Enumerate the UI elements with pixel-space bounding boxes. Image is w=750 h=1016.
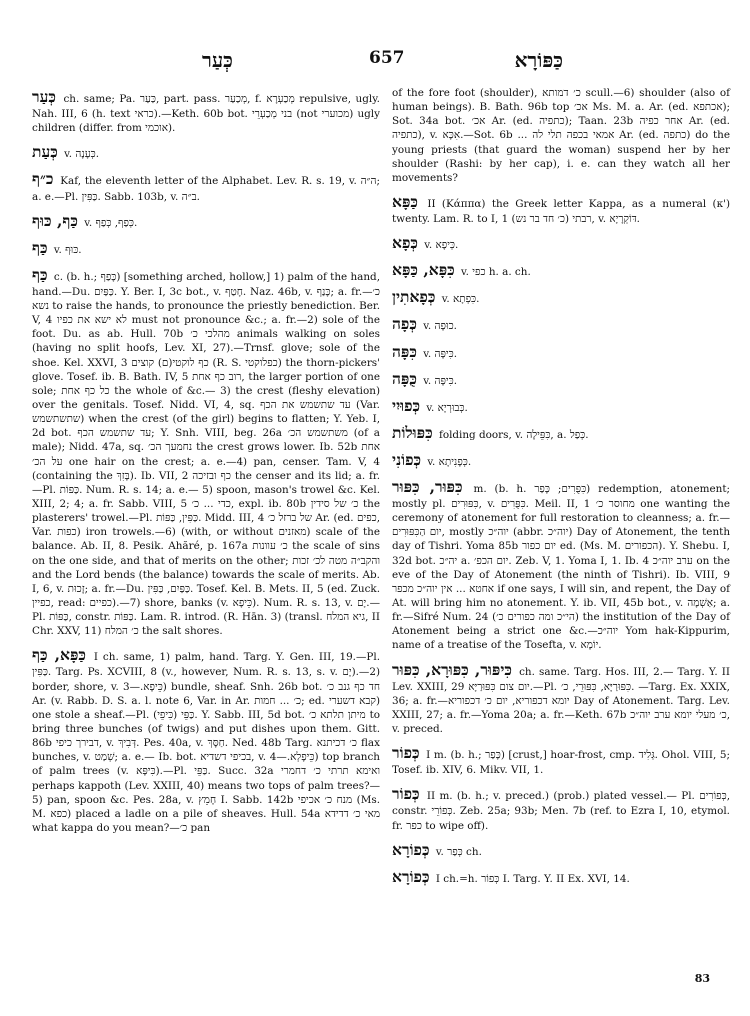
headword: כַּפָּא, כַּף xyxy=(32,645,86,665)
headword: כְּפוֹנִי xyxy=(392,449,422,469)
entry xyxy=(392,86,730,185)
entry xyxy=(392,259,730,280)
entry xyxy=(392,191,730,226)
entry xyxy=(392,742,730,777)
headword: כְּעַת xyxy=(32,142,58,162)
entry xyxy=(392,232,730,253)
entry-text: m. (b. h. כִּפֻּרִים; כָּפַר) redemption, atonement; mostly pl. כִּפּוּרִים, v. כִּפֻּרִים. Meil. II, 1 מחוסר כ׳ one wanting the ceremony of atonement for full restoration to cleanness; a. fr.—יום הַכִּפּוּרִים, mostly יוה״כ (abbr. יוה״כ) Day of Atonement, the tenth day of Tishri. Yoma 85b יום כפור ed. (Ms. M. הכפורים). Y. Shebu. I, 32d bot. יה״כ a. יום הכפ׳. Zeb. V, 1. Yoma I, 1. Ib. 4 ערב יוה״כ on the eve of the Day of Atonement (the ninth of Tishri). Ib. VIII, 9 אחטא ... אין יוה״כ מכפר if one says, I will sin, and repent, the Day of At. will bring him no atonement. Y. ib. VII, 45b bot., v. אַשְׁמָה; a. fr.—Sifré Num. 24 (הי״כ ומה כפורים כ׳) the institution of the Day of Atonement being a strict one &c.—יוה״כ Yom hak-Kippurim, name of a treatise of the Tosefta, v. יוֹמָא. xyxy=(392,482,731,652)
headword: כְּפוֹרָא xyxy=(392,839,430,859)
page-header xyxy=(22,48,728,78)
headword: כְּפוֹר xyxy=(392,784,420,804)
entry xyxy=(392,476,730,653)
entry-text: v. כפי h. a. ch. xyxy=(461,266,531,279)
entry-text: Kaf, the eleventh letter of the Alphabet. Lev. R. s. 19, v. ה״ה; a. e.—Pl. כַּפִּין. Sabb. 103b, v. ב״ה. xyxy=(32,175,380,203)
headword: כְּעַר xyxy=(32,87,56,106)
entry-text: v. כּוּף. xyxy=(53,243,82,256)
headword: כְּפוּיִי xyxy=(392,395,421,415)
entry-text: v. כוּפָה. xyxy=(423,320,457,333)
entry xyxy=(392,422,730,443)
right-column xyxy=(392,86,730,893)
entry-text: v. כִּיפָּה. xyxy=(423,347,458,360)
entry xyxy=(32,210,380,231)
entry-text: v. כִּיפָּה. xyxy=(423,374,458,387)
headword: כְּפָא xyxy=(392,233,418,253)
entry-text: v. כְּבוּרְיָא. xyxy=(426,401,468,414)
entry-text: ch. same; Pa. כַּעַר, part. pass. מְכַעַר, f. מְכַעְרָא repulsive, ugly. Nah. III, 6 (h. text כראי).—Keth. 60b bot. בני מְכַעְרֵי (not מכוערי) ugly children (differ. from אוכמי). xyxy=(32,93,380,135)
entry xyxy=(32,644,380,835)
headword: כִּפָּא, כַּפָּא xyxy=(392,260,455,280)
entry-text: of the fore foot (shoulder), כ׳ דמותא scull.—6) shoulder (also of human beings). B. Bath. 96b top אכ׳ Ms. M. a. Ar. (ed. אכתפא); Sot. 34a bot. אכ׳ Ar. (ed. כתפיה); Taan. 23b אחר כפיה Ar. (ed. כתפיה), v. אִכָּא.—Sot. 6b ... אמאי בכפה תלי לה Ar. (ed. כתפה) do the young priests (that guard the woman) suspend her by her shoulder (Rashi: by her cap), i. e. can they watch all her movements? xyxy=(392,87,731,184)
headword: כִּיפּוּר, כִּפּוּרָא, כִּפּוּר xyxy=(392,659,512,679)
right-guide-word: כַּפּוֹרָא xyxy=(514,48,563,72)
headword: כִּפּוּלוֹת xyxy=(392,422,433,442)
entry-text: v. כְּפַף, כְּפַף. xyxy=(84,216,138,229)
entry xyxy=(392,286,730,307)
entry xyxy=(32,168,380,203)
entry-text: II m. (b. h.; v. preced.) (prob.) plated vessel.— Pl. כְּפוֹרִים, constr. כְּפוֹרֵי. Zeb. 25a; 93b; Men. 7b (ref. to Ezra I, 10, etymol. fr. כפר to wipe off). xyxy=(392,790,730,832)
entry xyxy=(32,86,380,135)
entry-text: v. כְּפַר ch. xyxy=(435,845,482,858)
entry xyxy=(32,237,380,258)
entry-text: v. כִּפְתָא. xyxy=(441,293,480,306)
headword: כְּפוֹרָא xyxy=(392,866,430,886)
entry-text: v. כְּיפָא. xyxy=(424,239,459,252)
entry xyxy=(392,395,730,416)
left-column xyxy=(32,86,380,841)
entry xyxy=(32,141,380,162)
headword: כַּף xyxy=(32,264,48,284)
entry xyxy=(392,866,730,887)
entry-text: I ch.=h. כְּפוֹר I. Targ. Y. II Ex. XVI, 14. xyxy=(435,872,630,885)
entry xyxy=(392,449,730,470)
headword: כִּפָּה xyxy=(392,341,417,361)
headword: כְּפָה xyxy=(392,314,417,334)
entry xyxy=(392,368,730,389)
headword: כֻּפָּה xyxy=(392,368,417,388)
entry-text: I ch. same, 1) palm, hand. Targ. Y. Gen. III, 19.—Pl. כַּפִּין. Targ. Ps. XCVIII, 8 (v., however, Num. R. s. 13, s. v. יָם).—2) border, shore, v. כֵּיפָא.—3) bundle, sheaf. Snh. 26b bot. חד כף גנב כ׳ Ar. (v. Rabb. D. S. a. l. note 6, Var. in Ar. כ׳ ... חמות; ed. קבא דשערי) one stole a sheaf.—Pl. כַּפֵּי (כִּיפֵי). Y. Sabb. III, 5d bot. מיתן תלתא כ׳ to bring three bunches (of twigs) and put dishes upon them. Gitt. 86b דבירך כיפי, v. דְּבִיךְ. Pes. 40a, v. חַסָּךְ. Ned. 48b Targ. כ׳ דכיתנא flax bunches, v. שְׁמַט; a. e.— Ib. bot. בכיפי דשדיא, v. כֵּיפָלְא.—4) top branch of palm trees (v. כִּיפָּא).—Pl. כַּפֵּי. Succ. 32a ואימא תרתי כ׳ דחמרי perhaps kappoth (Lev. XXIII, 40) means two tops of palm trees?—5) pan, spoon &c. Pes. 28a, v. חָמֵץ I. Sabb. 142b מנח כ׳ אכיפי (Ms. M. כפא) placed a ladle on a pile of sheaves. Hull. 54a מאי כ׳ דדידא what kappa do you mean?—כ׳ pan xyxy=(32,651,381,835)
headword: כַּף, כּוּף xyxy=(32,210,78,230)
headword: כִּפּוּר, כִּפּוּר xyxy=(392,476,463,496)
headword: כַּפָּא xyxy=(392,191,418,211)
entry xyxy=(32,264,380,639)
headword: כ״ף xyxy=(32,169,54,189)
entry-text: v. כְּעָנָה. xyxy=(64,148,100,161)
entry-text: v. כְּפָנִיתָא. xyxy=(427,455,472,468)
headword: כַּף xyxy=(32,237,48,257)
left-guide-word: כְּעַר xyxy=(202,48,233,72)
headword: כְּפָאתִין xyxy=(392,287,436,307)
entry-text: ch. same. Targ. Hos. III, 2.— Targ. Y. II Lev. XXIII, 29 יום צום כִּפּוּרַיָּא.—Pl. כִּפּוּרַיָּא, כִּפּוּרֵי, כ׳. —Targ. Ex. XXIX, 36; a. fr.—יומא דכפוריא, יום כ׳ דכפוריא Day of Atonement. Targ. Lev. XXIII, 27; a. fr.—Yoma 20a; a. fr.—Keth. 67b כ׳ מעלי יומא ערב יוה״כ, v. preced. xyxy=(392,665,730,736)
entry-text: I m. (b. h.; כָּפַר) [crust,] hoar-frost, cmp. גְּלִיד. Ohol. VIII, 5; Tosef. ib. XIV, 6. Mikv. VII, 1. xyxy=(392,749,730,777)
entry-text: c. (b. h.; כָּפַף) [something arched, hollow,] 1) palm of the hand, hand.—Du. כַּפַּיִם. Y. Ber. I, 3c bot., v. חָטַף. Naz. 46b, v. כָּנַף; a. fr.—כ׳ נשא to raise the hands, to pronounce the priestly benediction. Ber. V, 4 לא ישא את כפיו must not pronounce &c.; a. fr.—2) sole of the foot. Du. as ab. Hull. 70b מהלכי כ׳ animals walking on soles (having no split hoofs, Lev. XI, 27).—Trnsf. glove; sole of the shoe. Kel. XXVI, 3 כף לוקטי(ם) קוצים (R. S. כפלוקטי) the thorn-pickers' glove. Tosef. ib. B. Bath. IV, 5 רוב כף אחת, the larger portion of one sole; כל כף אחת the whole of &c.— 3) the crest (fleshy elevation) over the genitals. Tosef. Nidd. VI, 4, sq. עד שתשמש את הכף (Var. שתשתשמש) when the crest (of the girl) begins to flatten; Y. Yeb. I, 2d bot. עד שתשמש הכף; Y. Snh. VIII, beg. 26a משתשמש הכ׳ (of a male); Nidd. 47a, sq. נחמעך הכ׳ the crest grows lower. Ib. 52b אחת על הכ׳ one hair on the crest; a. e.—4) pan, censer. Tam. V, 4 (containing the בָּזִךְ). Ib. VII, 2 כף ובזיכה the censer and its lid; a. fr.—Pl. כַּפּוֹת. Num. R. s. 14; a. e.— 5) spoon, mason's trowel &c. Kel. XIII, 2; 4; a. fr. Sabb. VIII, 5 כדי ... כ׳, expl. ib. 80b כ׳ של סידין the plasterers' trowel.—Pl. כַּפִּין, כַּפּוֹת. Midd. III, 4 של ברזל כ׳ Ar. (ed. כפים, Var. כפות) iron trowels.—6) (with, or without מאזנים) scale of the balance. Ab. II, 8. Pesik. Ahăré, p. 167a כ׳ עוונות the scale of sins on the one side, and that of merits on the other; והקב״ה מטה לכ׳ זכות and the Lord bends (the balance) towards the scale of merits. Ab. I, 6, v. זָכוּת; a. fr.—Du. כַּפַּיִם, כַּפִּין. Tosef. Kel. B. Mets. II, 5 (ed. Zuck. כפיין, read: כפיים).—7) shore, banks (v. כֵּיפָא). Num. R. s. 13, v. יָם.—Pl. כַּפּוֹת, constr. כַּפּוֹת. Lam. R. introd. (R. Hān. 3) (transl. גיא המלח, II Chr. XXV, 11) כ׳ המלח the salt shores. xyxy=(32,270,381,638)
entry xyxy=(392,783,730,832)
entry-text: folding doors, v. כִּפֵּילָה, a. כְּפַל. xyxy=(438,428,589,441)
signature-mark: 83 xyxy=(694,972,710,985)
page-number: 657 xyxy=(369,48,405,68)
entry-text: II (Κάππα) the Greek letter Kappa, as a numeral (κ') twenty. Lam. R. to I, 1 רבתי (כ׳ חד בר נש), v. דּוֹקְרָיָא. xyxy=(392,197,731,226)
entry xyxy=(392,341,730,362)
entry xyxy=(392,659,730,737)
headword: כְּפוֹר xyxy=(392,743,420,763)
entry xyxy=(392,839,730,860)
entry xyxy=(392,313,730,334)
